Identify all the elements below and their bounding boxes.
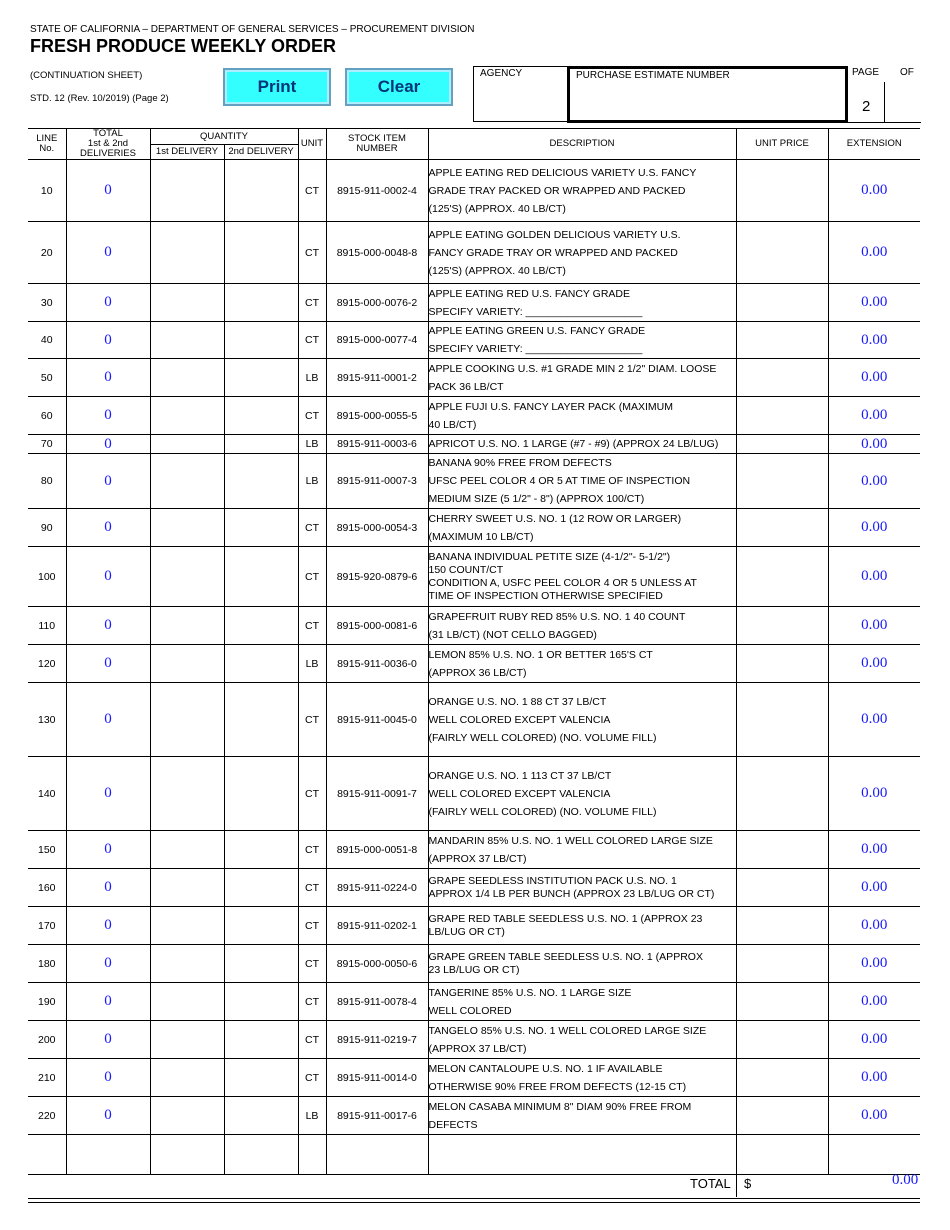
col-extension: EXTENSION xyxy=(828,129,920,160)
extension-value[interactable]: 0.00 xyxy=(828,160,920,222)
unit-price-field[interactable] xyxy=(736,454,828,509)
unit: CT xyxy=(298,945,326,983)
line-number: 130 xyxy=(28,683,66,757)
total-deliveries-field[interactable]: 0 xyxy=(66,983,150,1021)
agency-field[interactable] xyxy=(473,66,569,122)
stock-number: 8915-911-0224-0 xyxy=(326,869,428,907)
extension-value[interactable]: 0.00 xyxy=(828,222,920,284)
description: BANANA INDIVIDUAL PETITE SIZE (4-1/2"- 5-1/2") 150 COUNT/CT CONDITION A, USFC PEEL COLOR 4 OR 5 UNLESS AT TIME OF INSPECTION OTHERWISE SPECIFIED xyxy=(428,547,736,607)
stock-number: 8915-000-0051-8 xyxy=(326,831,428,869)
stock-number: 8915-911-0002-4 xyxy=(326,160,428,222)
unit-price-field[interactable] xyxy=(736,547,828,607)
total-deliveries-field[interactable]: 0 xyxy=(66,757,150,831)
second-delivery-field[interactable] xyxy=(224,160,298,222)
second-delivery-field[interactable] xyxy=(224,509,298,547)
extension-value[interactable]: 0.00 xyxy=(828,435,920,454)
unit: CT xyxy=(298,509,326,547)
page-box xyxy=(846,66,921,123)
first-delivery-field[interactable] xyxy=(150,945,224,983)
unit: LB xyxy=(298,645,326,683)
second-delivery-field[interactable] xyxy=(224,831,298,869)
of-label: OF xyxy=(900,67,914,78)
line-number: 20 xyxy=(28,222,66,284)
unit-price-field[interactable] xyxy=(736,359,828,397)
line-number: 200 xyxy=(28,1021,66,1059)
second-delivery-field[interactable] xyxy=(224,1097,298,1135)
unit: CT xyxy=(298,907,326,945)
description: APPLE EATING RED U.S. FANCY GRADE SPECIFY VARIETY: ____________________ xyxy=(428,284,736,322)
unit: CT xyxy=(298,284,326,322)
second-delivery-field[interactable] xyxy=(224,757,298,831)
second-delivery-field[interactable] xyxy=(224,359,298,397)
extension-value[interactable]: 0.00 xyxy=(828,454,920,509)
unit: LB xyxy=(298,1097,326,1135)
agency-line: STATE OF CALIFORNIA – DEPARTMENT OF GENERAL SERVICES – PROCUREMENT DIVISION xyxy=(30,24,475,35)
unit-price-field[interactable] xyxy=(736,1097,828,1135)
extension-value[interactable]: 0.00 xyxy=(828,1097,920,1135)
description: APPLE EATING GOLDEN DELICIOUS VARIETY U.S. FANCY GRADE TRAY OR WRAPPED AND PACKED (125'S) (APPROX. 40 LB/CT) xyxy=(428,222,736,284)
page-label: PAGE xyxy=(852,67,880,78)
unit: CT xyxy=(298,397,326,435)
line-number: 50 xyxy=(28,359,66,397)
stock-number: 8915-911-0003-6 xyxy=(326,435,428,454)
total-deliveries-field[interactable]: 0 xyxy=(66,645,150,683)
description: APPLE EATING GREEN U.S. FANCY GRADE SPECIFY VARIETY: ____________________ xyxy=(428,322,736,359)
description: APRICOT U.S. NO. 1 LARGE (#7 - #9) (APPROX 24 LB/LUG) xyxy=(428,435,736,454)
line-number: 90 xyxy=(28,509,66,547)
table-row xyxy=(28,547,920,607)
table-row xyxy=(28,1097,920,1135)
line-number: 70 xyxy=(28,435,66,454)
unit-price-field[interactable] xyxy=(736,831,828,869)
total-deliveries-field[interactable]: 0 xyxy=(66,509,150,547)
line-number: 150 xyxy=(28,831,66,869)
first-delivery-field[interactable] xyxy=(150,547,224,607)
unit-price-field[interactable] xyxy=(736,435,828,454)
description: ORANGE U.S. NO. 1 113 CT 37 LB/CT WELL COLORED EXCEPT VALENCIA (FAIRLY WELL COLORED) (NO. VOLUME FILL) xyxy=(428,757,736,831)
first-delivery-field[interactable] xyxy=(150,454,224,509)
line-number: 210 xyxy=(28,1059,66,1097)
description: GRAPE GREEN TABLE SEEDLESS U.S. NO. 1 (APPROX 23 LB/LUG OR CT) xyxy=(428,945,736,983)
dollar-sign: $ xyxy=(744,1176,752,1191)
first-delivery-field[interactable] xyxy=(150,359,224,397)
line-number: 120 xyxy=(28,645,66,683)
total-deliveries-field[interactable]: 0 xyxy=(66,435,150,454)
second-delivery-field[interactable] xyxy=(224,547,298,607)
total-deliveries-field[interactable]: 0 xyxy=(66,1097,150,1135)
unit-price-field[interactable] xyxy=(736,869,828,907)
unit-price-field[interactable] xyxy=(736,1059,828,1097)
order-table xyxy=(28,128,920,1175)
unit: CT xyxy=(298,1021,326,1059)
page-number[interactable]: 2 xyxy=(862,98,871,115)
first-delivery-field[interactable] xyxy=(150,397,224,435)
description: APPLE COOKING U.S. #1 GRADE MIN 2 1/2" DIAM. LOOSE PACK 36 LB/CT xyxy=(428,359,736,397)
second-delivery-field[interactable] xyxy=(224,1059,298,1097)
description: APPLE FUJI U.S. FANCY LAYER PACK (MAXIMUM 40 LB/CT) xyxy=(428,397,736,435)
extension-value[interactable]: 0.00 xyxy=(828,359,920,397)
stock-number: 8915-911-0219-7 xyxy=(326,1021,428,1059)
total-deliveries-field[interactable]: 0 xyxy=(66,547,150,607)
second-delivery-field[interactable] xyxy=(224,435,298,454)
table-row xyxy=(28,397,920,435)
first-delivery-field[interactable] xyxy=(150,757,224,831)
stock-number: 8915-911-0078-4 xyxy=(326,983,428,1021)
stock-number: 8915-911-0045-0 xyxy=(326,683,428,757)
unit-price-field[interactable] xyxy=(736,983,828,1021)
table-row xyxy=(28,869,920,907)
unit: CT xyxy=(298,222,326,284)
description: GRAPE SEEDLESS INSTITUTION PACK U.S. NO. 1 APPROX 1/4 LB PER BUNCH (APPROX 23 LB/LUG OR CT) xyxy=(428,869,736,907)
second-delivery-field[interactable] xyxy=(224,284,298,322)
second-delivery-field[interactable] xyxy=(224,683,298,757)
stock-number: 8915-920-0879-6 xyxy=(326,547,428,607)
unit-price-field[interactable] xyxy=(736,322,828,359)
extension-value[interactable]: 0.00 xyxy=(828,869,920,907)
line-number: 140 xyxy=(28,757,66,831)
line-number: 190 xyxy=(28,983,66,1021)
extension-value[interactable]: 0.00 xyxy=(828,831,920,869)
total-deliveries-field[interactable]: 0 xyxy=(66,160,150,222)
extension-value[interactable]: 0.00 xyxy=(828,547,920,607)
first-delivery-field[interactable] xyxy=(150,322,224,359)
extension-value[interactable]: 0.00 xyxy=(828,509,920,547)
total-deliveries-field[interactable]: 0 xyxy=(66,454,150,509)
stock-number: 8915-000-0076-2 xyxy=(326,284,428,322)
table-row xyxy=(28,222,920,284)
second-delivery-field[interactable] xyxy=(224,222,298,284)
total-deliveries-field[interactable]: 0 xyxy=(66,831,150,869)
stock-number: 8915-000-0054-3 xyxy=(326,509,428,547)
unit: LB xyxy=(298,435,326,454)
first-delivery-field[interactable] xyxy=(150,435,224,454)
extension-value[interactable]: 0.00 xyxy=(828,284,920,322)
continuation-label: (CONTINUATION SHEET) xyxy=(30,70,143,81)
first-delivery-field[interactable] xyxy=(150,869,224,907)
second-delivery-field[interactable] xyxy=(224,322,298,359)
total-deliveries-field[interactable]: 0 xyxy=(66,322,150,359)
col-quantity: QUANTITY xyxy=(150,129,298,145)
stock-number: 8915-000-0055-5 xyxy=(326,397,428,435)
description: CHERRY SWEET U.S. NO. 1 (12 ROW OR LARGER) (MAXIMUM 10 LB/CT) xyxy=(428,509,736,547)
table-row xyxy=(28,284,920,322)
unit-price-field[interactable] xyxy=(736,945,828,983)
second-delivery-field[interactable] xyxy=(224,983,298,1021)
extension-value[interactable]: 0.00 xyxy=(828,757,920,831)
col-total: TOTAL 1st & 2nd DELIVERIES xyxy=(66,129,150,160)
table-row xyxy=(28,359,920,397)
col-description: DESCRIPTION xyxy=(428,129,736,160)
unit-price-field[interactable] xyxy=(736,1021,828,1059)
second-delivery-field[interactable] xyxy=(224,645,298,683)
second-delivery-field[interactable] xyxy=(224,1021,298,1059)
description: GRAPE RED TABLE SEEDLESS U.S. NO. 1 (APPROX 23 LB/LUG OR CT) xyxy=(428,907,736,945)
first-delivery-field[interactable] xyxy=(150,983,224,1021)
unit: CT xyxy=(298,322,326,359)
line-number: 180 xyxy=(28,945,66,983)
table-row xyxy=(28,607,920,645)
purchase-estimate-field[interactable] xyxy=(567,66,848,123)
table-row xyxy=(28,683,920,757)
total-deliveries-field[interactable]: 0 xyxy=(66,222,150,284)
unit-price-field[interactable] xyxy=(736,645,828,683)
stock-number: 8915-911-0036-0 xyxy=(326,645,428,683)
first-delivery-field[interactable] xyxy=(150,1021,224,1059)
line-number: 60 xyxy=(28,397,66,435)
unit-price-field[interactable] xyxy=(736,160,828,222)
table-row xyxy=(28,831,920,869)
second-delivery-field[interactable] xyxy=(224,945,298,983)
first-delivery-field[interactable] xyxy=(150,607,224,645)
stock-number: 8915-911-0014-0 xyxy=(326,1059,428,1097)
table-row xyxy=(28,435,920,454)
total-deliveries-field[interactable]: 0 xyxy=(66,284,150,322)
first-delivery-field[interactable] xyxy=(150,284,224,322)
unit: CT xyxy=(298,757,326,831)
description: MELON CASABA MINIMUM 8" DIAM 90% FREE FROM DEFECTS xyxy=(428,1097,736,1135)
col-stock: STOCK ITEM NUMBER xyxy=(326,129,428,160)
unit: LB xyxy=(298,359,326,397)
unit-price-field[interactable] xyxy=(736,607,828,645)
first-delivery-field[interactable] xyxy=(150,1097,224,1135)
stock-number: 8915-911-0007-3 xyxy=(326,454,428,509)
description: GRAPEFRUIT RUBY RED 85% U.S. NO. 1 40 COUNT (31 LB/CT) (NOT CELLO BAGGED) xyxy=(428,607,736,645)
total-deliveries-field[interactable]: 0 xyxy=(66,907,150,945)
table-row xyxy=(28,1021,920,1059)
unit-price-field[interactable] xyxy=(736,757,828,831)
first-delivery-field[interactable] xyxy=(150,907,224,945)
unit: CT xyxy=(298,683,326,757)
agency-label: AGENCY xyxy=(480,68,523,79)
table-row xyxy=(28,509,920,547)
total-deliveries-field[interactable]: 0 xyxy=(66,869,150,907)
col-unit-price: UNIT PRICE xyxy=(736,129,828,160)
form-id: STD. 12 (Rev. 10/2019) (Page 2) xyxy=(30,93,169,104)
stock-number: 8915-000-0081-6 xyxy=(326,607,428,645)
line-number: 220 xyxy=(28,1097,66,1135)
stock-number: 8915-911-0091-7 xyxy=(326,757,428,831)
extension-value[interactable]: 0.00 xyxy=(828,645,920,683)
stock-number: 8915-911-0202-1 xyxy=(326,907,428,945)
line-number: 40 xyxy=(28,322,66,359)
total-deliveries-field[interactable]: 0 xyxy=(66,945,150,983)
description: ORANGE U.S. NO. 1 88 CT 37 LB/CT WELL COLORED EXCEPT VALENCIA (FAIRLY WELL COLORED) (NO. VOLUME FILL) xyxy=(428,683,736,757)
unit: CT xyxy=(298,983,326,1021)
total-deliveries-field[interactable]: 0 xyxy=(66,397,150,435)
unit-price-field[interactable] xyxy=(736,222,828,284)
unit: CT xyxy=(298,869,326,907)
table-row xyxy=(28,454,920,509)
second-delivery-field[interactable] xyxy=(224,454,298,509)
first-delivery-field[interactable] xyxy=(150,160,224,222)
page-title: FRESH PRODUCE WEEKLY ORDER xyxy=(30,36,337,56)
line-number: 80 xyxy=(28,454,66,509)
pen-label: PURCHASE ESTIMATE NUMBER xyxy=(576,70,730,81)
stock-number: 8915-911-0001-2 xyxy=(326,359,428,397)
line-number: 10 xyxy=(28,160,66,222)
stock-number: 8915-000-0077-4 xyxy=(326,322,428,359)
first-delivery-field[interactable] xyxy=(150,222,224,284)
description: LEMON 85% U.S. NO. 1 OR BETTER 165'S CT (APPROX 36 LB/CT) xyxy=(428,645,736,683)
table-row xyxy=(28,907,920,945)
total-deliveries-field[interactable]: 0 xyxy=(66,1021,150,1059)
stock-number: 8915-000-0048-8 xyxy=(326,222,428,284)
second-delivery-field[interactable] xyxy=(224,869,298,907)
second-delivery-field[interactable] xyxy=(224,397,298,435)
line-number: 170 xyxy=(28,907,66,945)
col-unit: UNIT xyxy=(298,129,326,160)
description: TANGELO 85% U.S. NO. 1 WELL COLORED LARGE SIZE (APPROX 37 LB/CT) xyxy=(428,1021,736,1059)
extension-value[interactable]: 0.00 xyxy=(828,1059,920,1097)
description: MELON CANTALOUPE U.S. NO. 1 IF AVAILABLE OTHERWISE 90% FREE FROM DEFECTS (12-15 CT) xyxy=(428,1059,736,1097)
line-number: 160 xyxy=(28,869,66,907)
line-number: 30 xyxy=(28,284,66,322)
first-delivery-field[interactable] xyxy=(150,645,224,683)
print-button[interactable]: Print xyxy=(223,68,331,106)
unit: CT xyxy=(298,607,326,645)
extension-value[interactable]: 0.00 xyxy=(828,907,920,945)
extension-value[interactable]: 0.00 xyxy=(828,683,920,757)
table-row xyxy=(28,1059,920,1097)
unit: CT xyxy=(298,1059,326,1097)
unit-price-field[interactable] xyxy=(736,397,828,435)
unit: LB xyxy=(298,454,326,509)
unit: CT xyxy=(298,831,326,869)
description: BANANA 90% FREE FROM DEFECTS UFSC PEEL COLOR 4 OR 5 AT TIME OF INSPECTION MEDIUM SIZE (5 1/2" - 8") (APPROX 100/CT) xyxy=(428,454,736,509)
first-delivery-field[interactable] xyxy=(150,831,224,869)
total-deliveries-field[interactable]: 0 xyxy=(66,1059,150,1097)
unit-price-field[interactable] xyxy=(736,907,828,945)
unit-price-field[interactable] xyxy=(736,683,828,757)
clear-button[interactable]: Clear xyxy=(345,68,453,106)
col-line: LINE No. xyxy=(28,129,66,160)
extension-value[interactable]: 0.00 xyxy=(828,945,920,983)
stock-number: 8915-000-0050-6 xyxy=(326,945,428,983)
first-delivery-field[interactable] xyxy=(150,509,224,547)
extension-value[interactable]: 0.00 xyxy=(828,322,920,359)
total-deliveries-field[interactable]: 0 xyxy=(66,359,150,397)
extension-value[interactable]: 0.00 xyxy=(828,397,920,435)
unit-price-field[interactable] xyxy=(736,509,828,547)
description: MANDARIN 85% U.S. NO. 1 WELL COLORED LARGE SIZE (APPROX 37 LB/CT) xyxy=(428,831,736,869)
description: APPLE EATING RED DELICIOUS VARIETY U.S. FANCY GRADE TRAY PACKED OR WRAPPED AND PACKED (125'S) (APPROX. 40 LB/CT) xyxy=(428,160,736,222)
line-number: 110 xyxy=(28,607,66,645)
grand-total[interactable]: 0.00 xyxy=(892,1172,919,1188)
table-row xyxy=(28,757,920,831)
table-row xyxy=(28,645,920,683)
table-row xyxy=(28,983,920,1021)
extension-value[interactable]: 0.00 xyxy=(828,1021,920,1059)
line-number: 100 xyxy=(28,547,66,607)
total-row xyxy=(28,1168,920,1199)
extension-value[interactable]: 0.00 xyxy=(828,983,920,1021)
total-label: TOTAL xyxy=(690,1176,731,1191)
table-row xyxy=(28,322,920,359)
total-deliveries-field[interactable]: 0 xyxy=(66,683,150,757)
second-delivery-field[interactable] xyxy=(224,607,298,645)
first-delivery-field[interactable] xyxy=(150,1059,224,1097)
col-second-delivery: 2nd DELIVERY xyxy=(224,145,298,160)
extension-value[interactable]: 0.00 xyxy=(828,607,920,645)
unit: CT xyxy=(298,160,326,222)
table-row xyxy=(28,160,920,222)
second-delivery-field[interactable] xyxy=(224,907,298,945)
table-row xyxy=(28,945,920,983)
description: TANGERINE 85% U.S. NO. 1 LARGE SIZE WELL COLORED xyxy=(428,983,736,1021)
unit: CT xyxy=(298,547,326,607)
total-deliveries-field[interactable]: 0 xyxy=(66,607,150,645)
first-delivery-field[interactable] xyxy=(150,683,224,757)
col-first-delivery: 1st DELIVERY xyxy=(150,145,224,160)
stock-number: 8915-911-0017-6 xyxy=(326,1097,428,1135)
unit-price-field[interactable] xyxy=(736,284,828,322)
